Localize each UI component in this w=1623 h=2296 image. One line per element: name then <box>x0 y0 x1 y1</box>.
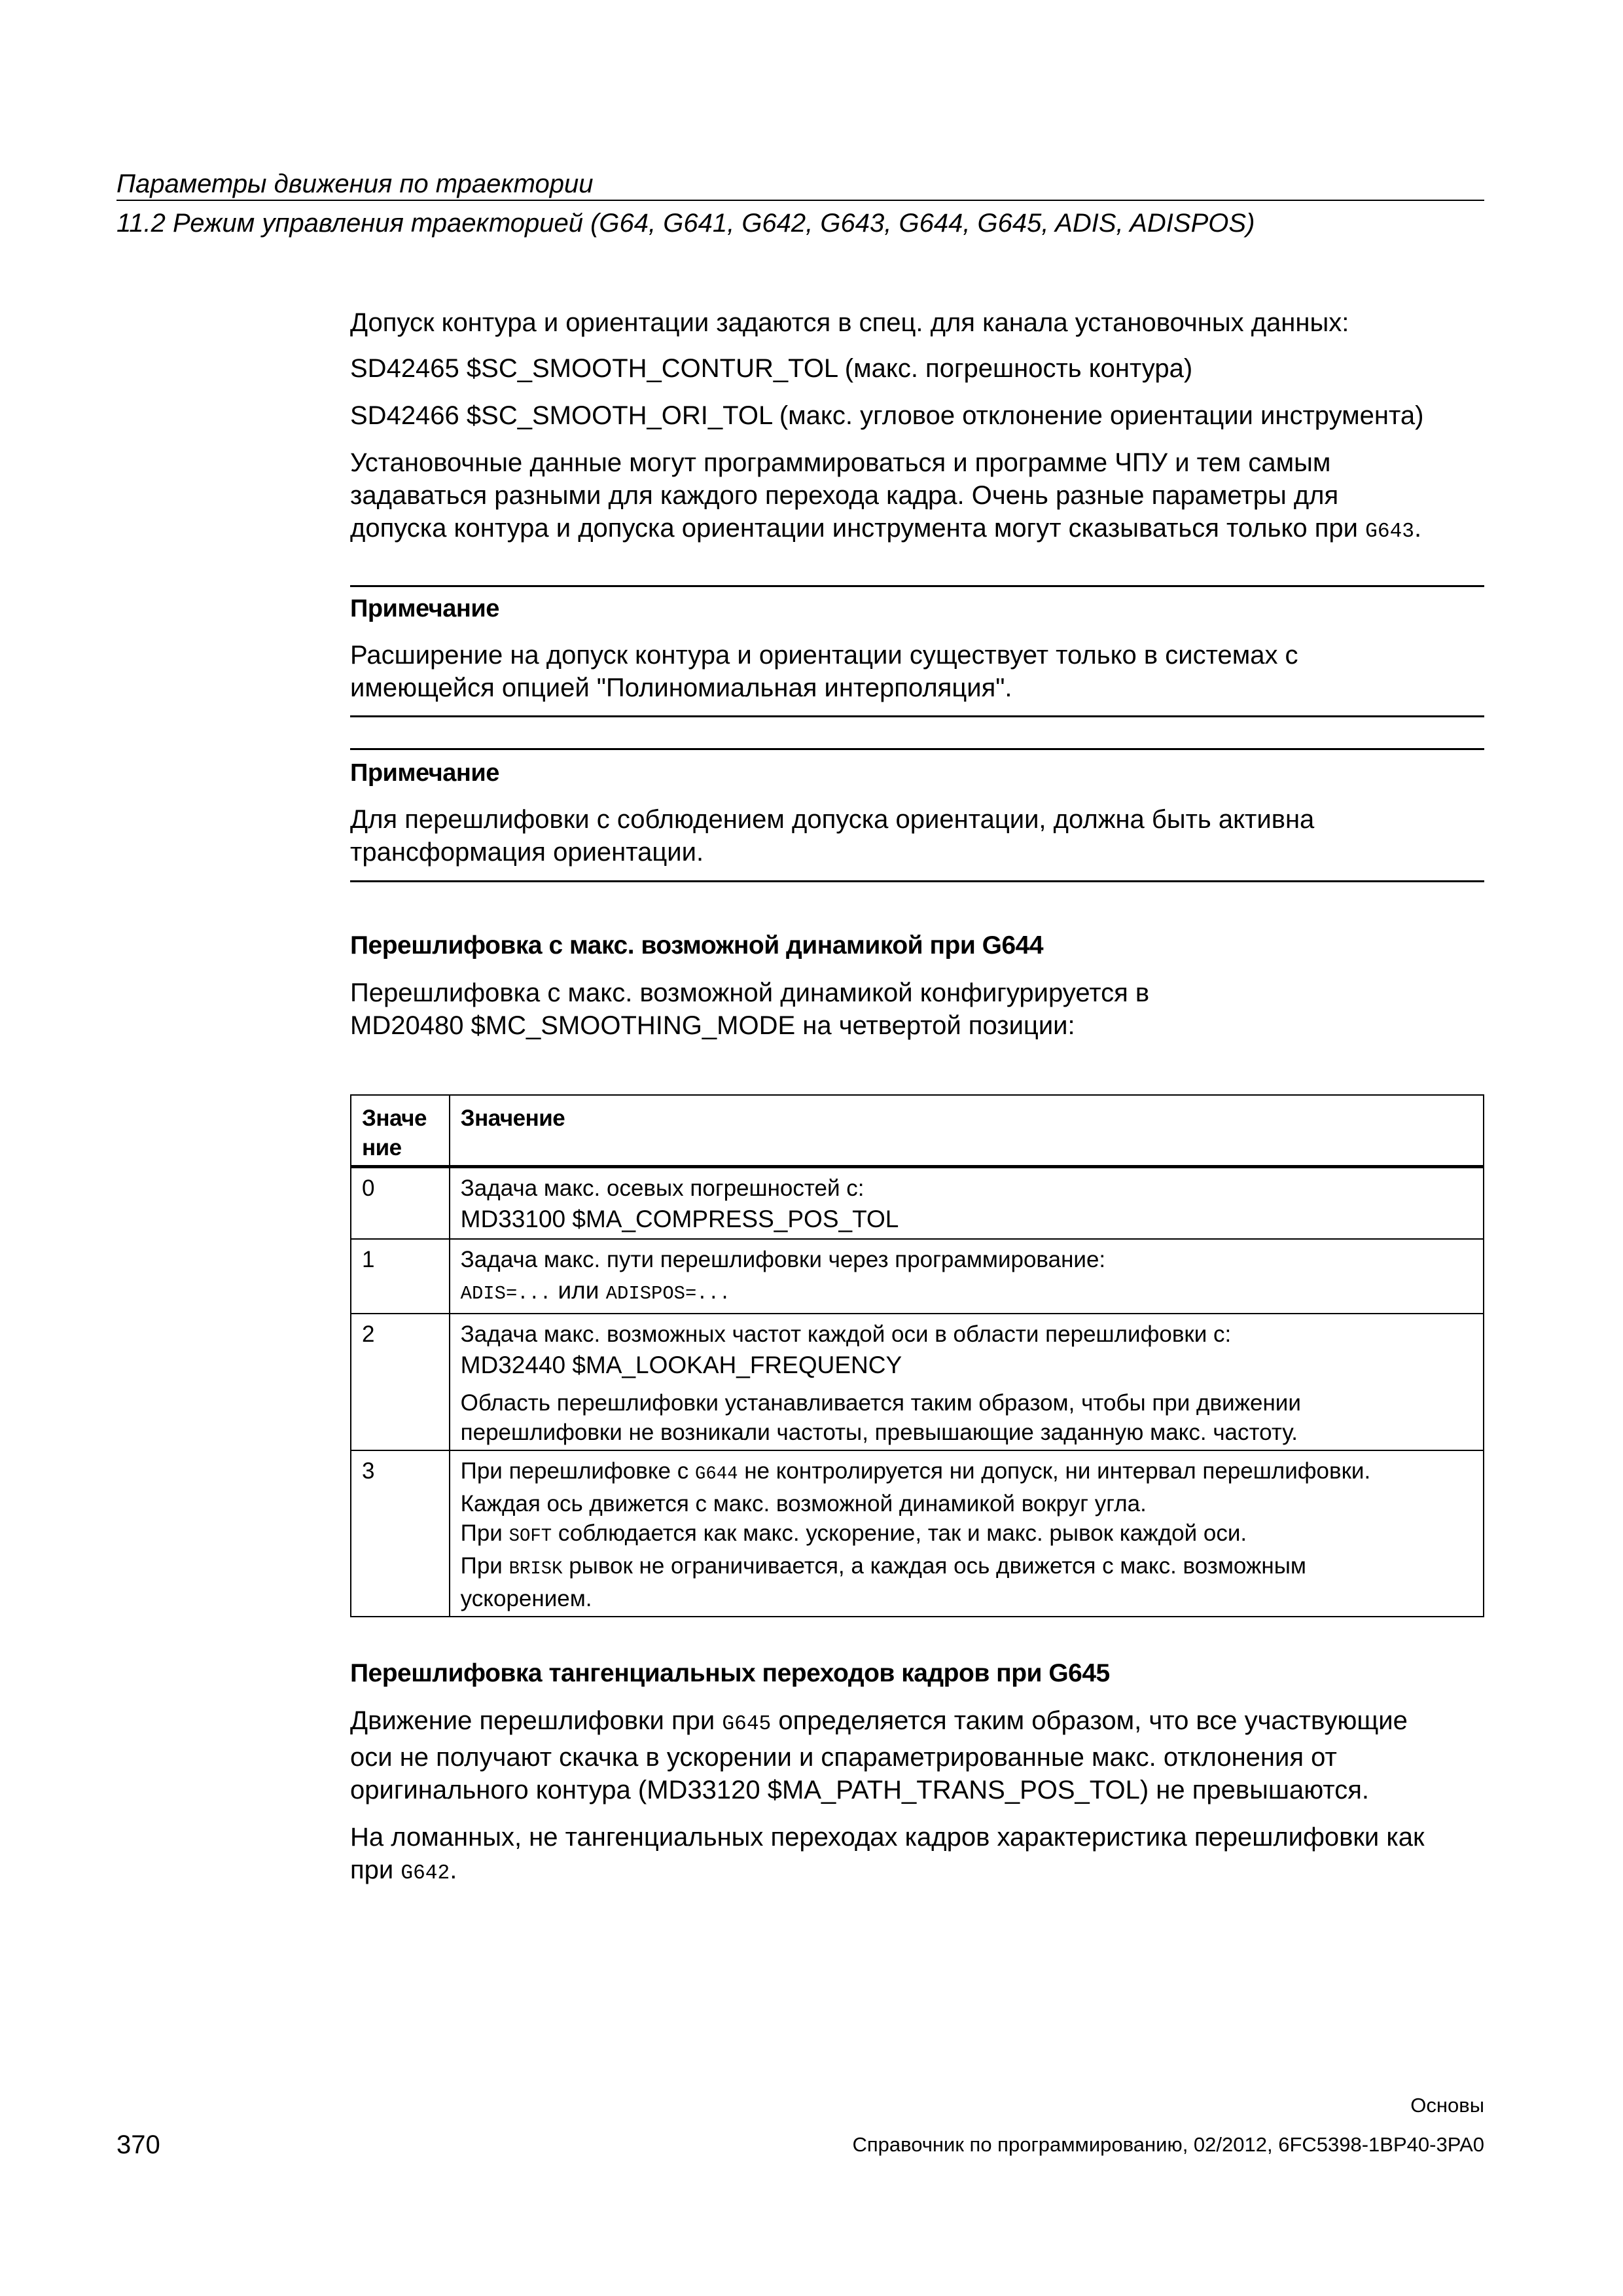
note2 <box>350 757 1484 869</box>
table-header-value: Значе ние <box>351 1095 450 1167</box>
g644-text: Перешлифовка с макс. возможной динамикой конфигурируется в MD20480 $MC_SMOOTHING_MODE на четвертой позиции: <box>350 978 1150 1040</box>
header-chapter: Параметры движения по траектории <box>116 170 594 198</box>
note1-text: Расширение на допуск контура и ориентации существует только в системах с имеющейся опцией "Полиномиальная интерполяция". <box>350 641 1298 702</box>
table-cell-value: 2 <box>351 1314 450 1450</box>
g645-section <box>350 1657 1484 1890</box>
note1 <box>350 593 1484 704</box>
table-row <box>351 1314 1484 1450</box>
table-header-meaning: Значение <box>450 1095 1484 1167</box>
note1-bottom-rule <box>350 715 1484 717</box>
g645-paragraph-2: На ломанных, не тангенциальных переходах кадров характеристика перешлифовки как при G642. <box>350 1823 1425 1885</box>
intro-paragraph-4: Установочные данные могут программироваться и программе ЧПУ и тем самым задаваться разными для каждого перехода кадра. Очень разные параметры для допуска контура и допуска ориентации инструмента могут сказываться только при G643. <box>350 448 1422 543</box>
table-cell-value: 0 <box>351 1167 450 1240</box>
code-brisk: BRISK <box>508 1559 563 1579</box>
smoothing-mode-table <box>350 1094 1484 1617</box>
intro-paragraph-2: SD42465 $SC_SMOOTH_CONTUR_TOL (макс. погрешность контура) <box>350 354 1193 383</box>
table-row <box>351 1450 1484 1617</box>
g644-heading: Перешлифовка с макс. возможной динамикой при G644 <box>350 931 1044 960</box>
header-rule <box>116 200 1484 201</box>
table-cell-meaning: Задача макс. пути перешлифовки через программирование: ADIS=... или ADISPOS=... <box>450 1239 1484 1314</box>
note2-top-rule <box>350 748 1484 750</box>
table-cell-meaning: Задача макс. осевых погрешностей с: MD33100 $MA_COMPRESS_POS_TOL <box>450 1167 1484 1240</box>
code-adispos: ADISPOS=... <box>605 1283 731 1304</box>
intro-p4-line-2: задаваться разными для каждого перехода кадра. Очень разные параметры для <box>350 481 1339 510</box>
footer-book: Основы <box>1410 2094 1484 2117</box>
code-g644: G644 <box>694 1464 738 1484</box>
intro-p4-line-3: допуска контура и допуска ориентации инструмента могут сказываться только при <box>350 514 1366 543</box>
footer-reference: Справочник по программированию, 02/2012, 6FC5398-1BP40-3PA0 <box>852 2133 1484 2156</box>
table-row <box>351 1167 1484 1240</box>
table-header-row <box>351 1095 1484 1167</box>
table-cell-meaning: Задача макс. возможных частот каждой оси в области перешлифовки с: MD32440 $MA_LOOKAH_FREQUENCY Область перешлифовки устанавливается таким образом, чтобы при движении перешлифовки не возникали частоты, превышающие заданную макс. частоту. <box>450 1314 1484 1450</box>
note1-title: Примечание <box>350 595 499 622</box>
code-adis: ADIS=... <box>460 1283 552 1304</box>
intro-paragraph-1: Допуск контура и ориентации задаются в спец. для канала установочных данных: <box>350 308 1349 337</box>
note2-text: Для перешлифовки с соблюдением допуска ориентации, должна быть активна трансформация ориентации. <box>350 805 1315 867</box>
table-row <box>351 1239 1484 1314</box>
page-number: 370 <box>116 2130 160 2159</box>
intro-paragraph-3: SD42466 $SC_SMOOTH_ORI_TOL (макс. угловое отклонение ориентации инструмента) <box>350 401 1424 430</box>
g645-heading: Перешлифовка тангенциальных переходов кадров при G645 <box>350 1659 1110 1687</box>
note2-bottom-rule <box>350 880 1484 882</box>
g644-section <box>350 929 1484 1042</box>
table-cell-value: 1 <box>351 1239 450 1314</box>
table-cell-value: 3 <box>351 1450 450 1617</box>
note2-title: Примечание <box>350 759 499 787</box>
code-soft: SOFT <box>508 1526 552 1547</box>
header-section: 11.2 Режим управления траекторией (G64, G641, G642, G643, G644, G645, ADIS, ADISPOS) <box>116 209 1255 238</box>
code-g645: G645 <box>722 1713 772 1736</box>
table-cell-meaning: При перешлифовке с G644 не контролируется ни допуск, ни интервал перешлифовки. Каждая ось движется с макс. возможной динамикой вокруг угла. При SOFT соблюдается как макс. ускорение, так и макс. рывок каждой оси. При BRISK рывок не ограничивается, а каждая ось движется с макс. возможным ускорением. <box>450 1450 1484 1617</box>
g645-paragraph-1: Движение перешлифовки при G645 определяется таким образом, что все участвующие оси не получают скачка в ускорении и спараметрированные макс. отклонения от оригинального контура (MD33120 $MA_PATH_TRANS_POS_TOL) не превышаются. <box>350 1706 1408 1804</box>
note1-top-rule <box>350 585 1484 587</box>
intro-block <box>350 306 1484 548</box>
code-g643: G643 <box>1365 520 1415 543</box>
intro-p4-line-1: Установочные данные могут программироваться и программе ЧПУ и тем самым <box>350 448 1331 477</box>
code-g642: G642 <box>401 1862 450 1885</box>
